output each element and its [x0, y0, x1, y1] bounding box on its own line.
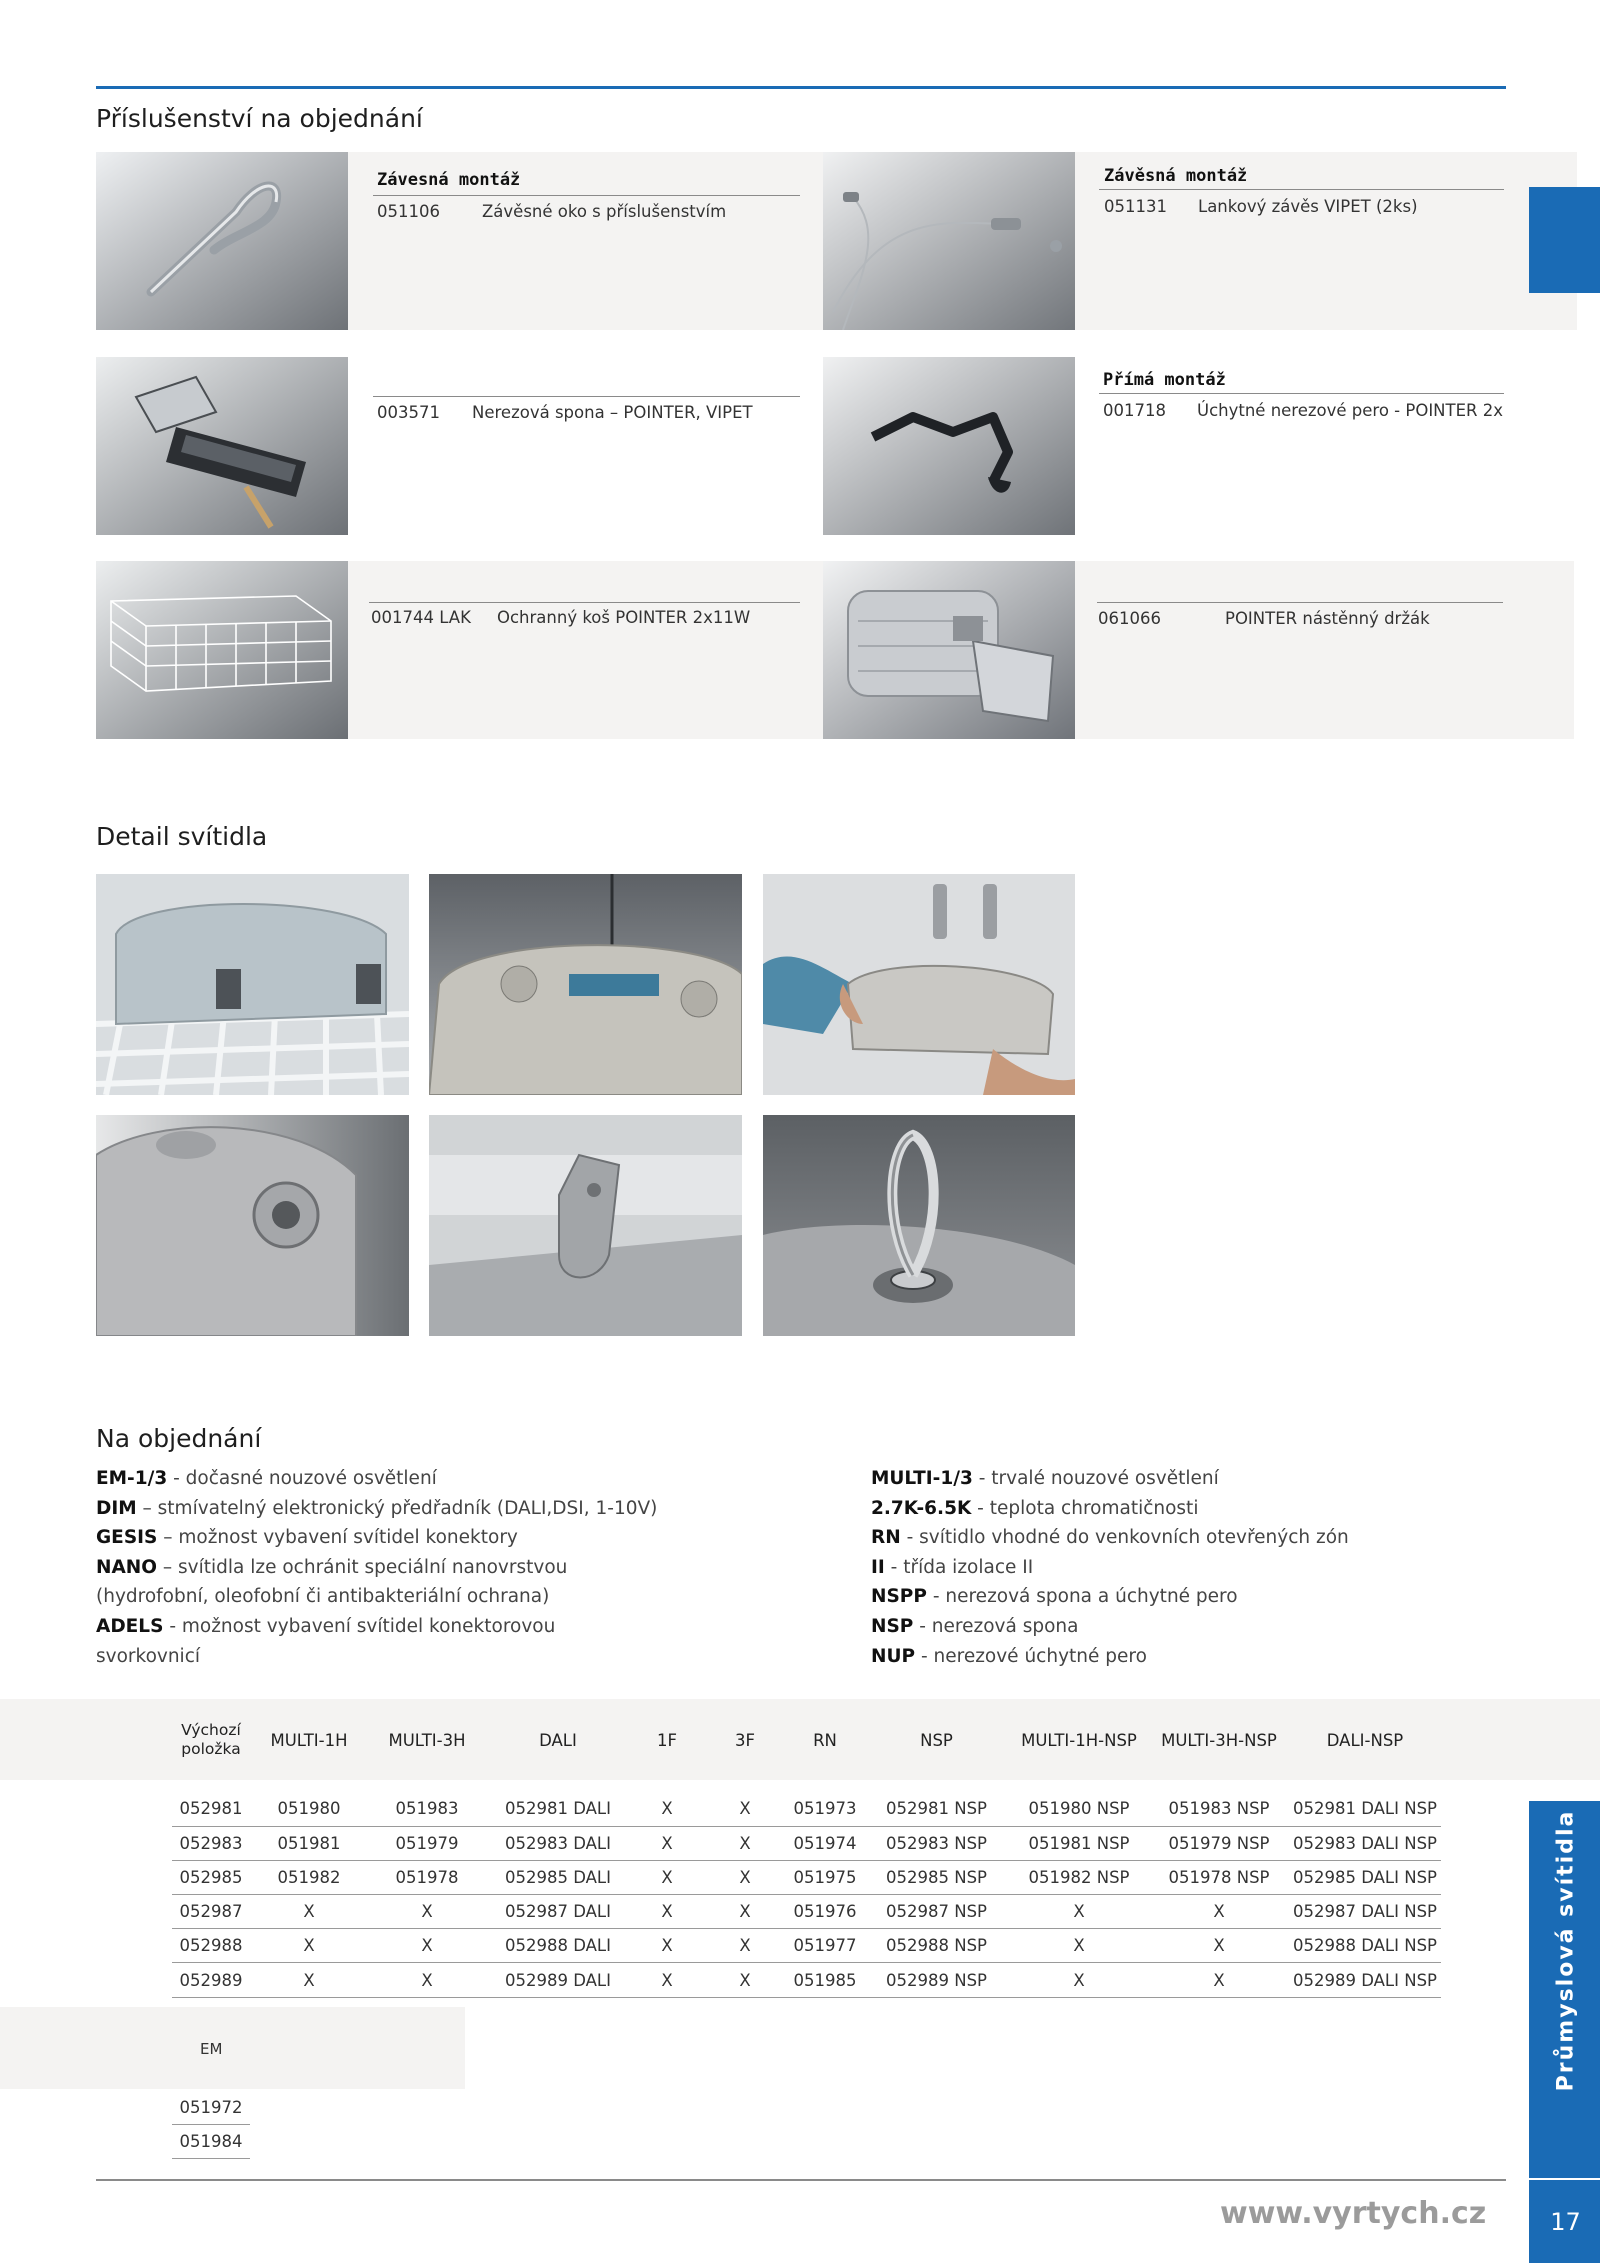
table-cell: X: [630, 1895, 704, 1929]
col-header: RN: [813, 1730, 837, 1750]
mounting-spring-image: [823, 357, 1075, 535]
table-cell: 052983 DALI NSP: [1289, 1826, 1441, 1860]
em-row: 051984: [172, 2125, 250, 2159]
legend-item: NSPP - nerezová spona a úchytné pero: [871, 1586, 1238, 1608]
table-cell: X: [250, 1963, 368, 1997]
table-row: [172, 1860, 1441, 1894]
accessory-divider: [373, 396, 800, 397]
protective-cage-image: [96, 561, 348, 739]
table-cell: 052983: [172, 1826, 250, 1860]
table-cell: X: [630, 1792, 704, 1826]
table-cell: 052988 DALI NSP: [1289, 1929, 1441, 1963]
table-cell: X: [1149, 1929, 1289, 1963]
table-cell: 052985: [172, 1860, 250, 1894]
table-cell: X: [630, 1929, 704, 1963]
order-title: Na objednání: [96, 1424, 262, 1453]
table-cell: X: [368, 1895, 486, 1929]
table-cell: X: [630, 1826, 704, 1860]
table-cell: 052988 DALI: [486, 1929, 630, 1963]
table-cell: 051979: [368, 1826, 486, 1860]
accessory-desc: POINTER nástěnný držák: [1225, 609, 1430, 628]
legend-item: NSP - nerezová spona: [871, 1615, 1079, 1637]
eye-bolt-photo: [763, 1115, 1075, 1336]
table-cell: 052981 DALI NSP: [1289, 1792, 1441, 1826]
table-cell: 051978 NSP: [1149, 1860, 1289, 1894]
table-cell: X: [704, 1895, 786, 1929]
table-cell: 051985: [786, 1963, 864, 1997]
table-cell: 051983: [368, 1792, 486, 1826]
accessory-code: 001744 LAK: [371, 608, 471, 627]
accessory-heading: Přímá montáž: [1103, 370, 1226, 390]
side-tab-marker: [1529, 187, 1600, 293]
table-cell: 051978: [368, 1860, 486, 1894]
table-cell: 051974: [786, 1826, 864, 1860]
legend-item: 2.7K-6.5K - teplota chromatičnosti: [871, 1497, 1199, 1519]
table-cell: 052989 DALI NSP: [1289, 1963, 1441, 1997]
em-row: 051972: [172, 2091, 250, 2125]
wall-bracket-image: [823, 561, 1075, 739]
accessory-code: 051106: [377, 202, 440, 221]
legend-item: NUP - nerezové úchytné pero: [871, 1645, 1147, 1667]
table-cell: X: [368, 1963, 486, 1997]
table-header-row: [172, 1709, 1441, 1771]
table-cell: X: [704, 1792, 786, 1826]
col-header: MULTI-3H-NSP: [1161, 1730, 1277, 1750]
accessory-code: 001718: [1103, 401, 1166, 420]
accessory-desc: Nerezová spona – POINTER, VIPET: [472, 403, 753, 422]
accessory-desc: Ochranný koš POINTER 2x11W: [497, 608, 751, 627]
accessory-divider: [1099, 189, 1504, 190]
table-cell: 051976: [786, 1895, 864, 1929]
table-cell: X: [250, 1929, 368, 1963]
col-header: 3F: [735, 1730, 755, 1750]
table-cell: 051981: [250, 1826, 368, 1860]
table-cell: X: [630, 1860, 704, 1894]
legend-item: svorkovnicí: [96, 1645, 201, 1667]
table-cell: 052988 NSP: [864, 1929, 1009, 1963]
wire-suspension-image: [823, 152, 1075, 330]
variants-table: [172, 1709, 1441, 1998]
table-cell: 052987 NSP: [864, 1895, 1009, 1929]
table-cell: 052987 DALI NSP: [1289, 1895, 1441, 1929]
legend-item: RN - svítidlo vhodné do venkovních otevřených zón: [871, 1527, 1349, 1549]
table-cell: X: [1009, 1929, 1149, 1963]
table-cell: 052983 NSP: [864, 1826, 1009, 1860]
table-cell: 052985 DALI NSP: [1289, 1860, 1441, 1894]
table-row: [172, 1963, 1441, 1997]
accessory-heading: Závesná montáž: [377, 170, 521, 190]
col-header: DALI: [539, 1730, 577, 1750]
table-cell: 051980 NSP: [1009, 1792, 1149, 1826]
detail-title: Detail svítidla: [96, 822, 268, 851]
table-cell: X: [704, 1963, 786, 1997]
col-header: MULTI-3H: [388, 1730, 466, 1750]
table-cell: 051980: [250, 1792, 368, 1826]
table-cell: X: [630, 1963, 704, 1997]
table-cell: X: [704, 1826, 786, 1860]
table-cell: X: [1149, 1895, 1289, 1929]
table-row: [172, 1929, 1441, 1963]
col-header: NSP: [920, 1730, 953, 1750]
table-cell: 052989: [172, 1963, 250, 1997]
em-header-band: [0, 2007, 465, 2089]
table-cell: 052985 NSP: [864, 1860, 1009, 1894]
table-cell: X: [704, 1860, 786, 1894]
col-header: MULTI-1H: [270, 1730, 348, 1750]
table-cell: 052981: [172, 1792, 250, 1826]
legend-item: MULTI-1/3 - trvalé nouzové osvětlení: [871, 1468, 1219, 1489]
table-cell: 052988: [172, 1929, 250, 1963]
accessory-code: 003571: [377, 403, 440, 422]
accessory-desc: Úchytné nerezové pero - POINTER 2x: [1197, 401, 1503, 420]
suspension-clip-photo: [429, 874, 742, 1095]
section-side-label: Průmyslová svítidla: [1553, 1809, 1579, 2091]
table-cell: 052987: [172, 1895, 250, 1929]
legend-item: NANO – svítidla lze ochránit speciální nanovrstvou: [96, 1556, 568, 1578]
accessory-divider: [373, 195, 800, 196]
table-cell: 051983 NSP: [1149, 1792, 1289, 1826]
table-cell: 051973: [786, 1792, 864, 1826]
footer-website[interactable]: www.vyrtych.cz: [1220, 2196, 1487, 2231]
table-cell: 052989 NSP: [864, 1963, 1009, 1997]
accessories-title: Příslušenství na objednání: [96, 104, 423, 133]
table-cell: 051979 NSP: [1149, 1826, 1289, 1860]
legend-item: ADELS - možnost vybavení svítidel konektorovou: [96, 1615, 556, 1637]
col-header: Výchozí položka: [181, 1721, 241, 1758]
legend-right: [871, 1464, 1349, 1671]
table-cell: 052987 DALI: [486, 1895, 630, 1929]
accessory-desc: Závěsné oko s příslušenstvím: [482, 202, 727, 221]
table-cell: 051975: [786, 1860, 864, 1894]
stainless-clip-image: [96, 357, 348, 535]
table-cell: X: [704, 1929, 786, 1963]
legend-item: DIM – stmívatelný elektronický předřadník (DALI,DSI, 1-10V): [96, 1497, 658, 1519]
col-header: MULTI-1H-NSP: [1021, 1730, 1137, 1750]
accessory-code: 051131: [1104, 197, 1167, 216]
em-header: EM: [200, 2040, 223, 2058]
top-rule: [96, 86, 1506, 89]
col-header: DALI-NSP: [1326, 1730, 1404, 1750]
table-cell: 052983 DALI: [486, 1826, 630, 1860]
wet-fixture-photo: [96, 874, 409, 1095]
table-row: [172, 1895, 1441, 1929]
table-cell: X: [1149, 1963, 1289, 1997]
accessory-heading: Závěsná montáž: [1104, 166, 1248, 186]
accessory-divider: [1099, 393, 1504, 394]
legend-item: II - třída izolace II: [871, 1556, 1034, 1578]
page-number: 17: [1550, 2207, 1581, 2236]
hand-mounting-photo: [763, 874, 1075, 1095]
table-cell: X: [250, 1895, 368, 1929]
table-cell: X: [1009, 1895, 1149, 1929]
legend-item: (hydrofobní, oleofobní či antibakteriální ochrana): [96, 1586, 550, 1608]
legend-item: EM-1/3 - dočasné nouzové osvětlení: [96, 1468, 437, 1489]
table-cell: 051977: [786, 1929, 864, 1963]
table-cell: X: [1009, 1963, 1149, 1997]
table-cell: 052985 DALI: [486, 1860, 630, 1894]
table-cell: X: [368, 1929, 486, 1963]
eye-hook-image: [96, 152, 348, 330]
latch-closeup-photo: [429, 1115, 742, 1336]
accessory-desc: Lankový závěs VIPET (2ks): [1198, 197, 1418, 216]
cable-gland-photo: [96, 1115, 409, 1336]
table-cell: 051982: [250, 1860, 368, 1894]
accessory-code: 061066: [1098, 609, 1161, 628]
table-cell: 051982 NSP: [1009, 1860, 1149, 1894]
table-cell: 052981 DALI: [486, 1792, 630, 1826]
table-cell: 052981 NSP: [864, 1792, 1009, 1826]
legend-item: GESIS – možnost vybavení svítidel konektory: [96, 1527, 518, 1549]
table-body: [172, 1792, 1441, 1997]
accessory-divider: [369, 602, 800, 603]
footer-rule: [96, 2179, 1506, 2181]
accessory-divider: [1097, 602, 1503, 603]
col-header: 1F: [657, 1730, 677, 1750]
table-row: [172, 1826, 1441, 1860]
table-cell: 051981 NSP: [1009, 1826, 1149, 1860]
table-cell: 052989 DALI: [486, 1963, 630, 1997]
legend-left: [96, 1464, 657, 1671]
table-row: [172, 1792, 1441, 1826]
